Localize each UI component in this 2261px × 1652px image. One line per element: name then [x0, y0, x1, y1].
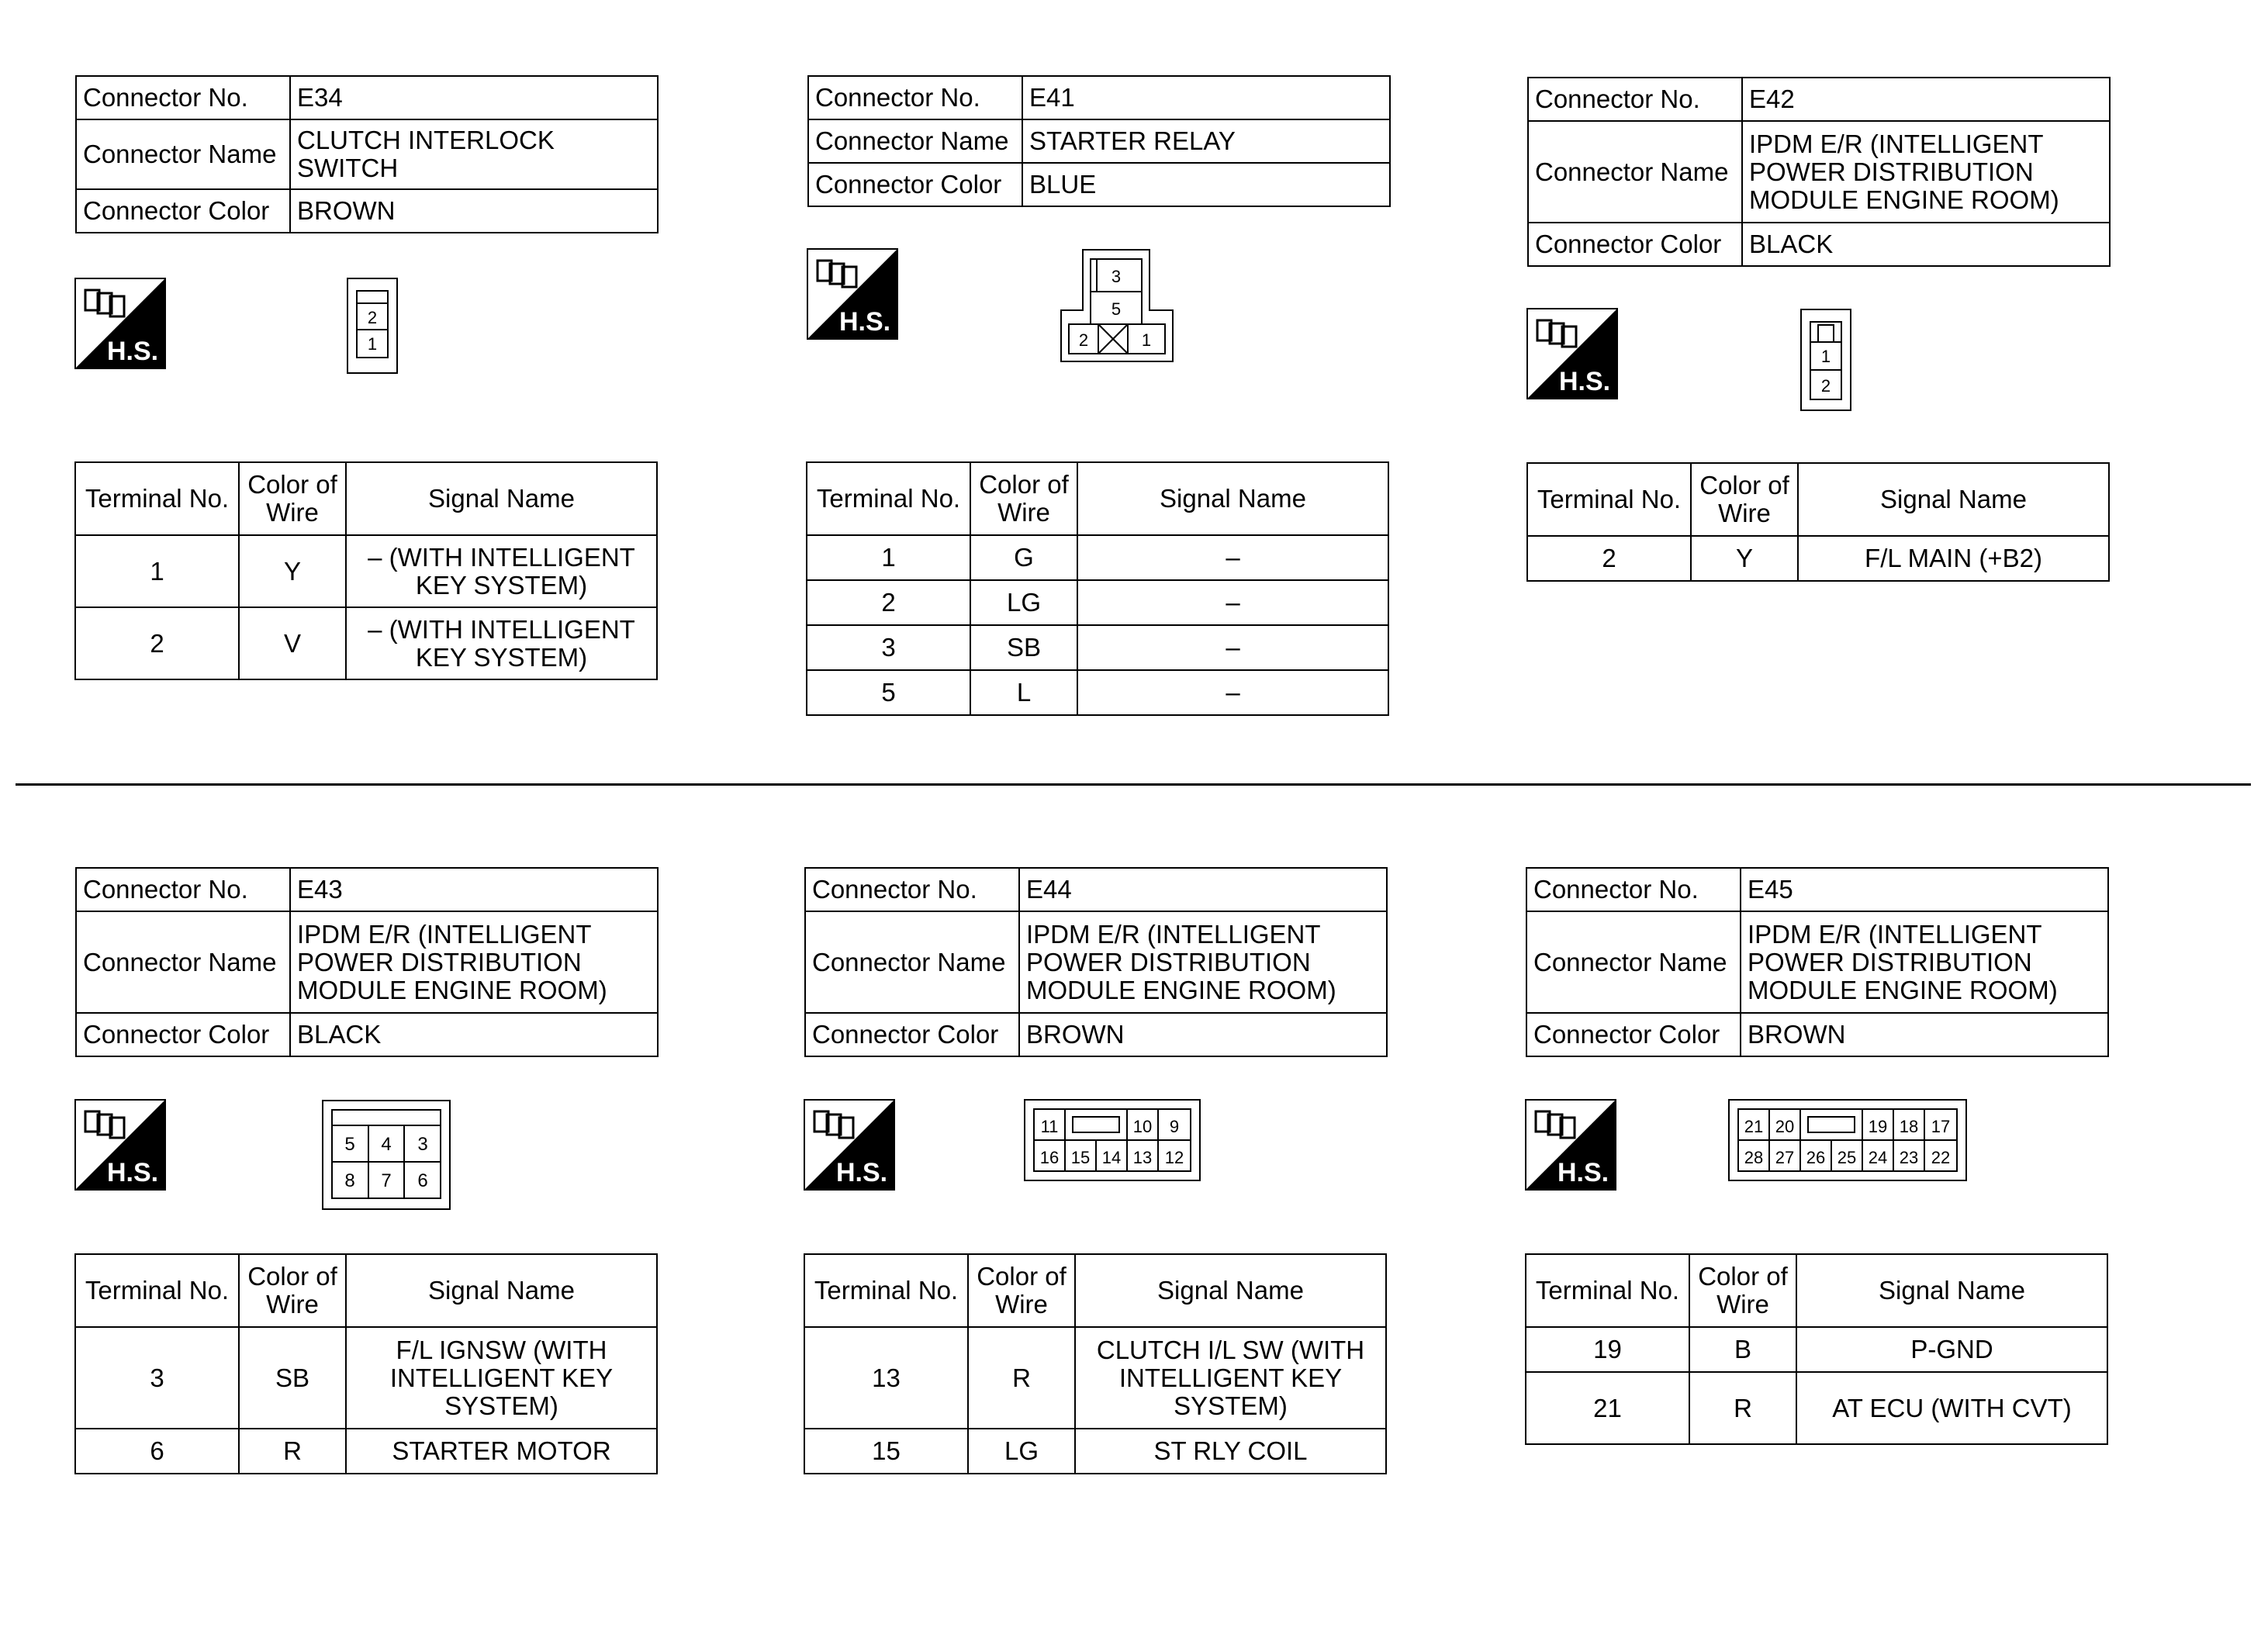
- pin-label: 13: [1132, 1148, 1153, 1167]
- pin-label: 10: [1132, 1117, 1153, 1136]
- wire-color-cell: Y: [1691, 536, 1798, 581]
- terminal-no-cell: 2: [807, 580, 970, 625]
- table-row: [75, 535, 657, 607]
- wire-color-header: Color of Wire: [239, 462, 346, 535]
- signal-name-header: Signal Name: [346, 1254, 657, 1327]
- connector-no-label: Connector No.: [808, 76, 1022, 119]
- harness-side-icon: [807, 248, 898, 340]
- connector-info-table: [75, 867, 659, 1057]
- pin-label: 22: [1931, 1148, 1951, 1167]
- hs-label: H.S.: [839, 307, 891, 337]
- terminal-table: [74, 461, 658, 680]
- connector-name-value: IPDM E/R (INTELLIGENT POWER DISTRIBUTION MODULE ENGINE ROOM): [290, 911, 658, 1013]
- harness-side-icon: [1526, 308, 1618, 399]
- pin-label: 2: [367, 308, 378, 327]
- connector-no-value: E42: [1742, 78, 2110, 121]
- wire-color-header: Color of Wire: [1689, 1254, 1796, 1327]
- terminal-no-cell: 2: [1527, 536, 1691, 581]
- pin-label: 7: [381, 1170, 392, 1191]
- terminal-e41-panel: [806, 461, 1389, 716]
- pin-label: 16: [1039, 1148, 1060, 1167]
- harness-side-icon: [804, 1099, 895, 1191]
- pin-label: 20: [1775, 1117, 1795, 1136]
- terminal-no-cell: 1: [75, 535, 239, 607]
- hs-label: H.S.: [1559, 367, 1611, 396]
- connector-color-value: BLACK: [1742, 223, 2110, 266]
- pin-label: 6: [417, 1170, 428, 1191]
- connector-e43-panel: [75, 867, 659, 1057]
- wire-color-header: Color of Wire: [239, 1254, 346, 1327]
- signal-name-cell: STARTER MOTOR: [346, 1429, 657, 1474]
- wire-color-cell: G: [970, 535, 1077, 580]
- signal-name-header: Signal Name: [1796, 1254, 2107, 1327]
- signal-name-header: Signal Name: [1077, 462, 1388, 535]
- signal-name-header: Signal Name: [346, 462, 657, 535]
- table-row: [1526, 1327, 2107, 1372]
- table-row: [75, 1327, 657, 1429]
- connector-color-value: BROWN: [1019, 1013, 1387, 1056]
- connector-name-value: CLUTCH INTERLOCK SWITCH: [290, 119, 658, 189]
- wire-color-cell: R: [239, 1429, 346, 1474]
- signal-name-cell: – (WITH INTELLIGENT KEY SYSTEM): [346, 607, 657, 679]
- connector-color-label: Connector Color: [805, 1013, 1019, 1056]
- connector-e45-diagram: [1727, 1098, 1969, 1184]
- wire-color-cell: V: [239, 607, 346, 679]
- table-row: [807, 580, 1388, 625]
- terminal-no-header: Terminal No.: [807, 462, 970, 535]
- table-row: [807, 625, 1388, 670]
- connector-no-label: Connector No.: [76, 868, 290, 911]
- connector-color-value: BROWN: [1741, 1013, 2108, 1056]
- terminal-e44-panel: [804, 1253, 1387, 1474]
- terminal-no-header: Terminal No.: [1527, 463, 1691, 536]
- terminal-no-header: Terminal No.: [1526, 1254, 1689, 1327]
- pin-label: 25: [1837, 1148, 1857, 1167]
- wire-color-cell: L: [970, 670, 1077, 715]
- terminal-table: [804, 1253, 1387, 1474]
- pin-label: 2: [1820, 376, 1831, 396]
- pin-label: 19: [1868, 1117, 1888, 1136]
- connector-no-value: E43: [290, 868, 658, 911]
- connector-color-label: Connector Color: [76, 189, 290, 233]
- pin-label: 3: [1111, 267, 1122, 286]
- signal-name-cell: –: [1077, 670, 1388, 715]
- pin-label: 17: [1931, 1117, 1951, 1136]
- connector-e34-panel: [75, 75, 659, 233]
- pin-label: 24: [1868, 1148, 1888, 1167]
- table-row: [807, 535, 1388, 580]
- connector-e43-diagram: [321, 1099, 451, 1211]
- wire-color-header: Color of Wire: [1691, 463, 1798, 536]
- signal-name-cell: CLUTCH I/L SW (WITH INTELLIGENT KEY SYSTEM): [1075, 1327, 1386, 1429]
- pin-label: 3: [417, 1134, 428, 1155]
- signal-name-cell: –: [1077, 535, 1388, 580]
- connector-no-value: E34: [290, 76, 658, 119]
- hs-label: H.S.: [107, 337, 159, 366]
- table-row: [1526, 1372, 2107, 1444]
- terminal-no-cell: 6: [75, 1429, 239, 1474]
- connector-color-label: Connector Color: [76, 1013, 290, 1056]
- wire-color-cell: SB: [239, 1327, 346, 1429]
- connector-name-value: IPDM E/R (INTELLIGENT POWER DISTRIBUTION MODULE ENGINE ROOM): [1741, 911, 2108, 1013]
- terminal-table: [1525, 1253, 2108, 1445]
- pin-label: 1: [1141, 330, 1152, 350]
- harness-side-icon: [74, 278, 166, 369]
- pin-label: 1: [1820, 347, 1831, 366]
- pin-label: 26: [1806, 1148, 1826, 1167]
- connector-color-label: Connector Color: [1528, 223, 1742, 266]
- pin-label: 4: [381, 1134, 392, 1155]
- terminal-no-header: Terminal No.: [75, 462, 239, 535]
- connector-name-value: STARTER RELAY: [1022, 119, 1390, 163]
- terminal-no-cell: 13: [804, 1327, 968, 1429]
- signal-name-cell: –: [1077, 580, 1388, 625]
- connector-color-value: BLUE: [1022, 163, 1390, 206]
- terminal-no-header: Terminal No.: [804, 1254, 968, 1327]
- pin-label: 1: [367, 334, 378, 354]
- terminal-table: [74, 1253, 658, 1474]
- signal-name-cell: AT ECU (WITH CVT): [1796, 1372, 2107, 1444]
- terminal-no-cell: 2: [75, 607, 239, 679]
- signal-name-header: Signal Name: [1798, 463, 2109, 536]
- hs-label: H.S.: [836, 1158, 888, 1187]
- connector-color-label: Connector Color: [1526, 1013, 1741, 1056]
- pin-label: 21: [1744, 1117, 1764, 1136]
- connector-e44-diagram: [1023, 1098, 1203, 1184]
- pin-label: 12: [1164, 1148, 1184, 1167]
- harness-side-icon: [1525, 1099, 1616, 1191]
- connector-no-label: Connector No.: [76, 76, 290, 119]
- terminal-e45-panel: [1525, 1253, 2108, 1445]
- connector-no-value: E44: [1019, 868, 1387, 911]
- terminal-no-cell: 3: [807, 625, 970, 670]
- signal-name-cell: F/L MAIN (+B2): [1798, 536, 2109, 581]
- connector-no-value: E41: [1022, 76, 1390, 119]
- terminal-no-cell: 3: [75, 1327, 239, 1429]
- table-row: [75, 1429, 657, 1474]
- connector-info-table: [1527, 77, 2111, 267]
- pin-label: 15: [1070, 1148, 1091, 1167]
- signal-name-cell: – (WITH INTELLIGENT KEY SYSTEM): [346, 535, 657, 607]
- connector-info-table: [807, 75, 1391, 207]
- pin-label: 23: [1899, 1148, 1919, 1167]
- wire-color-header: Color of Wire: [970, 462, 1077, 535]
- connector-name-label: Connector Name: [808, 119, 1022, 163]
- terminal-table: [1526, 462, 2110, 582]
- connector-info-table: [75, 75, 659, 233]
- pin-label: 18: [1899, 1117, 1919, 1136]
- connector-e34-diagram: [346, 277, 400, 376]
- connector-name-label: Connector Name: [76, 119, 290, 189]
- connector-info-table: [804, 867, 1388, 1057]
- connector-no-label: Connector No.: [1528, 78, 1742, 121]
- connector-e41-panel: [807, 75, 1391, 207]
- terminal-no-header: Terminal No.: [75, 1254, 239, 1327]
- wire-color-cell: LG: [968, 1429, 1075, 1474]
- section-divider: [16, 783, 2251, 786]
- terminal-e34-panel: [74, 461, 658, 680]
- connector-color-value: BROWN: [290, 189, 658, 233]
- terminal-no-cell: 5: [807, 670, 970, 715]
- table-row: [804, 1429, 1386, 1474]
- pin-label: 9: [1169, 1117, 1180, 1136]
- hs-label: H.S.: [107, 1158, 159, 1187]
- pin-label: 11: [1040, 1117, 1059, 1136]
- connector-e42-diagram: [1799, 308, 1854, 413]
- signal-name-cell: P-GND: [1796, 1327, 2107, 1372]
- terminal-no-cell: 15: [804, 1429, 968, 1474]
- terminal-e43-panel: [74, 1253, 658, 1474]
- pin-label: 5: [1111, 299, 1122, 319]
- connector-no-value: E45: [1741, 868, 2108, 911]
- wire-color-cell: R: [968, 1327, 1075, 1429]
- pin-label: 27: [1775, 1148, 1795, 1167]
- wire-color-cell: B: [1689, 1327, 1796, 1372]
- terminal-no-cell: 21: [1526, 1372, 1689, 1444]
- table-row: [807, 670, 1388, 715]
- terminal-e42-panel: [1526, 462, 2110, 582]
- connector-name-value: IPDM E/R (INTELLIGENT POWER DISTRIBUTION MODULE ENGINE ROOM): [1019, 911, 1387, 1013]
- pin-label: 14: [1101, 1148, 1122, 1167]
- table-row: [1527, 536, 2109, 581]
- signal-name-header: Signal Name: [1075, 1254, 1386, 1327]
- wire-color-cell: Y: [239, 535, 346, 607]
- terminal-no-cell: 1: [807, 535, 970, 580]
- wire-color-cell: SB: [970, 625, 1077, 670]
- signal-name-cell: ST RLY COIL: [1075, 1429, 1386, 1474]
- connector-no-label: Connector No.: [805, 868, 1019, 911]
- table-row: [804, 1327, 1386, 1429]
- connector-color-value: BLACK: [290, 1013, 658, 1056]
- connector-e41-diagram: [1060, 248, 1176, 365]
- connector-name-value: IPDM E/R (INTELLIGENT POWER DISTRIBUTION MODULE ENGINE ROOM): [1742, 121, 2110, 223]
- connector-name-label: Connector Name: [805, 911, 1019, 1013]
- terminal-no-cell: 19: [1526, 1327, 1689, 1372]
- pin-label: 28: [1744, 1148, 1764, 1167]
- harness-side-icon: [74, 1099, 166, 1191]
- signal-name-cell: –: [1077, 625, 1388, 670]
- connector-name-label: Connector Name: [1528, 121, 1742, 223]
- connector-e45-panel: [1526, 867, 2109, 1057]
- pin-label: 2: [1078, 330, 1089, 350]
- connector-name-label: Connector Name: [76, 911, 290, 1013]
- pin-label: 8: [344, 1170, 355, 1191]
- connector-color-label: Connector Color: [808, 163, 1022, 206]
- connector-no-label: Connector No.: [1526, 868, 1741, 911]
- signal-name-cell: F/L IGNSW (WITH INTELLIGENT KEY SYSTEM): [346, 1327, 657, 1429]
- connector-e42-panel: [1527, 77, 2111, 267]
- terminal-table: [806, 461, 1389, 716]
- pin-label: 5: [344, 1134, 355, 1155]
- wire-color-cell: R: [1689, 1372, 1796, 1444]
- connector-name-label: Connector Name: [1526, 911, 1741, 1013]
- table-row: [75, 607, 657, 679]
- connector-e44-panel: [804, 867, 1388, 1057]
- wire-color-cell: LG: [970, 580, 1077, 625]
- hs-label: H.S.: [1557, 1158, 1609, 1187]
- connector-info-table: [1526, 867, 2109, 1057]
- wire-color-header: Color of Wire: [968, 1254, 1075, 1327]
